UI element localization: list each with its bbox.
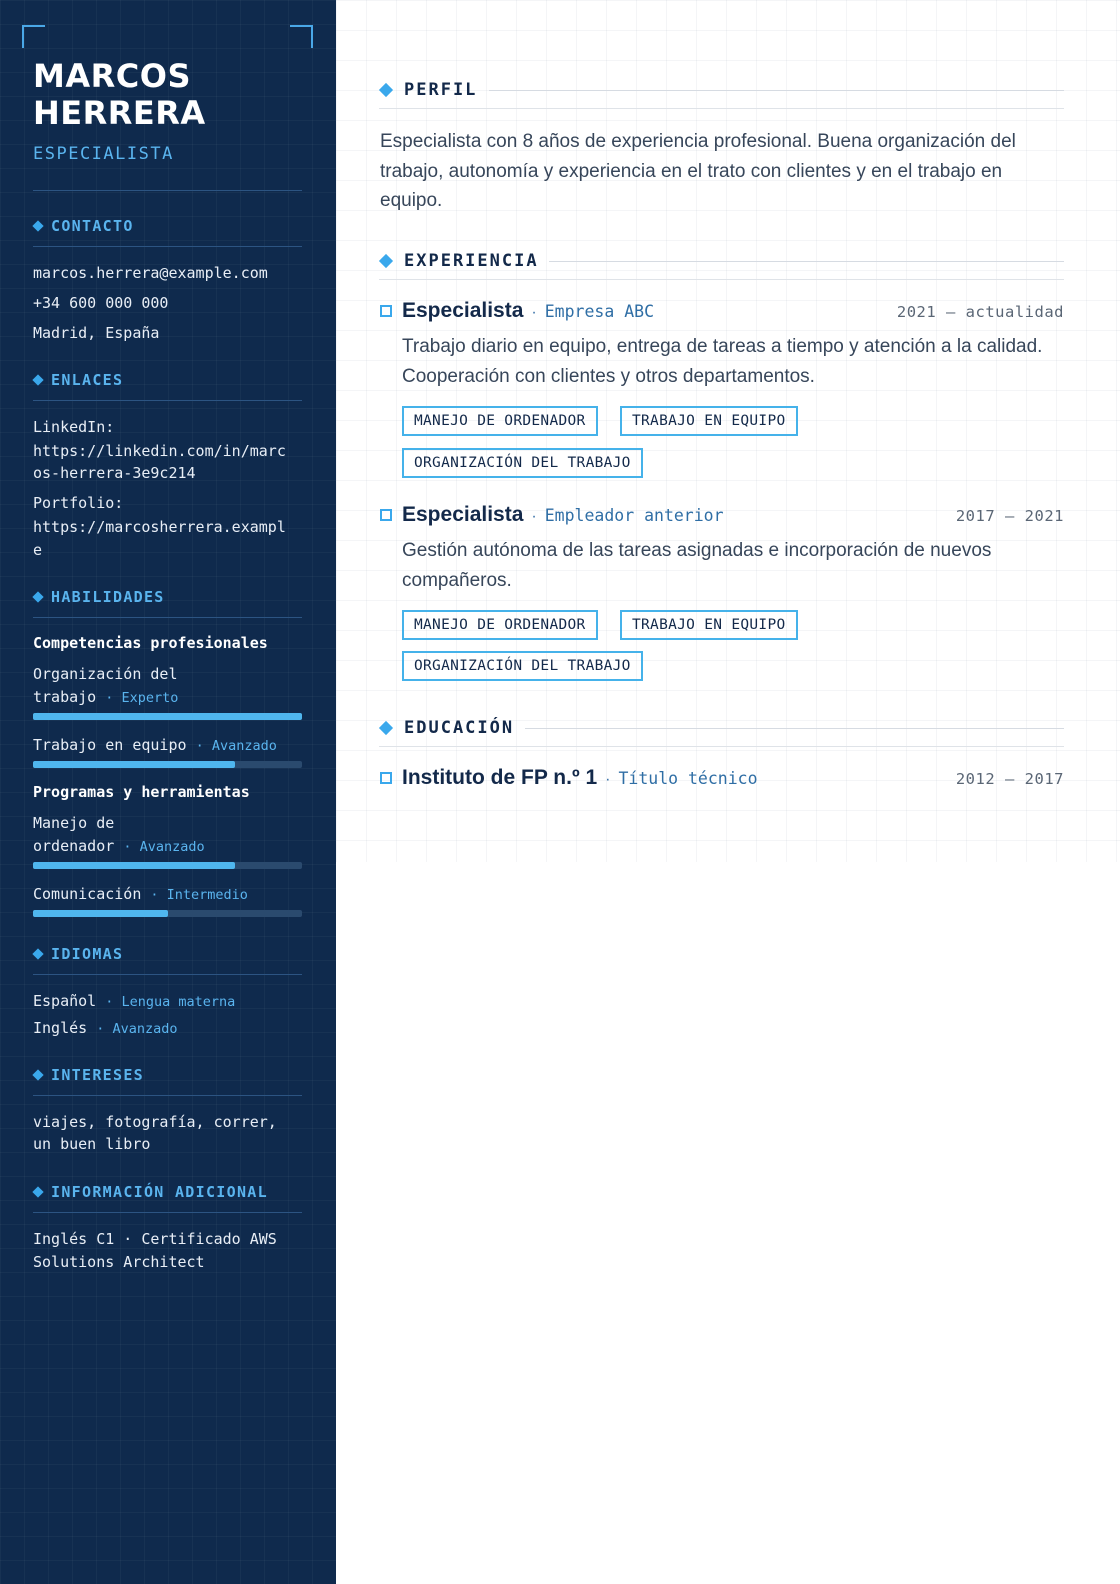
skill-level: · Avanzado	[123, 839, 205, 855]
section-heading-skills	[33, 588, 165, 606]
skill-name	[33, 883, 303, 907]
education-school: Instituto de FP n.º 1	[402, 766, 598, 789]
skill-name: Organización del	[33, 665, 178, 683]
skill-bar-fill	[33, 910, 168, 917]
link-linkedin-url-cont[interactable]: os-herrera-3e9c214	[33, 464, 196, 482]
divider	[33, 974, 302, 975]
language-level: · Avanzado	[96, 1021, 178, 1037]
section-heading-label: INFORMACIÓN ADICIONAL	[51, 1183, 268, 1201]
skill-name-text: Trabajo en equipo	[33, 736, 187, 754]
skill-name-text: ordenador	[33, 837, 115, 855]
section-rule	[379, 279, 1064, 280]
skill-bar	[33, 713, 302, 720]
section-heading-education	[379, 718, 514, 738]
section-heading-contact	[33, 217, 134, 235]
skill-bar-fill	[33, 713, 302, 720]
link-portfolio-url-cont[interactable]: e	[33, 541, 43, 559]
skill-bar-fill	[33, 862, 235, 869]
contact-location: Madrid, España	[33, 324, 160, 342]
skill-bar	[33, 761, 302, 768]
additional-line: Solutions Architect	[33, 1253, 205, 1271]
divider	[33, 246, 302, 247]
job-company: Empresa ABC	[544, 302, 655, 321]
contact-email[interactable]: marcos.herrera@example.com	[33, 264, 268, 282]
skill-tag: MANEJO DE ORDENADOR	[402, 406, 598, 436]
skill-name-text: trabajo	[33, 688, 97, 706]
job-dates: 2017 — 2021	[955, 507, 1064, 525]
skill-bar	[33, 910, 302, 917]
link-portfolio-url[interactable]: https://marcosherrera.exampl	[33, 518, 286, 536]
divider	[33, 617, 302, 618]
diamond-icon	[32, 591, 43, 602]
checkbox-square-icon	[380, 772, 392, 784]
section-heading-interests	[33, 1066, 144, 1084]
skill-group-title: Programas y herramientas	[33, 783, 250, 801]
education-header	[380, 766, 758, 790]
education-dates: 2012 — 2017	[955, 770, 1064, 788]
diamond-icon	[32, 220, 43, 231]
section-heading-label: CONTACTO	[51, 217, 134, 235]
language-name: Español	[33, 992, 97, 1010]
section-heading-additional	[33, 1183, 268, 1201]
section-heading-profile	[379, 80, 477, 100]
section-heading-experience	[379, 251, 539, 271]
candidate-name: MARCOS HERRERA	[33, 57, 206, 132]
job-header	[380, 503, 724, 527]
diamond-icon	[32, 1069, 43, 1080]
diamond-icon	[32, 374, 43, 385]
job-title: Especialista	[402, 299, 524, 322]
job-header	[380, 299, 654, 323]
skill-name: Manejo de	[33, 814, 115, 832]
diamond-icon	[379, 721, 393, 735]
language-name: Inglés	[33, 1019, 88, 1037]
language-item	[33, 990, 303, 1014]
diamond-icon	[379, 254, 393, 268]
diamond-icon	[32, 1186, 43, 1197]
interests-line: un buen libro	[33, 1135, 151, 1153]
section-heading-label: ENLACES	[51, 371, 124, 389]
skill-bar	[33, 862, 302, 869]
skill-tag: ORGANIZACIÓN DEL TRABAJO	[402, 651, 643, 681]
skill-tag: TRABAJO EN EQUIPO	[620, 406, 798, 436]
section-heading-languages	[33, 945, 123, 963]
diamond-icon	[32, 948, 43, 959]
additional-line: Inglés C1 · Certificado AWS	[33, 1230, 277, 1248]
corner-bracket-left	[22, 25, 45, 48]
heading-line	[525, 728, 1064, 729]
skill-name-text: Comunicación	[33, 885, 142, 903]
section-rule	[379, 108, 1064, 109]
skill-tag: MANEJO DE ORDENADOR	[402, 610, 598, 640]
divider	[33, 190, 302, 191]
skill-level: · Intermedio	[150, 887, 248, 903]
job-description: Gestión autónoma de las tareas asignadas e incorporación de nuevos compañeros.	[402, 540, 992, 591]
job-company: Empleador anterior	[544, 506, 724, 525]
section-heading-label: EDUCACIÓN	[404, 718, 515, 738]
section-heading-label: INTERESES	[51, 1066, 144, 1084]
section-heading-label: IDIOMAS	[51, 945, 124, 963]
separator-dot: ·	[605, 771, 611, 788]
checkbox-square-icon	[380, 509, 392, 521]
job-dates: 2021 — actualidad	[896, 303, 1064, 321]
skill-level: · Avanzado	[195, 738, 277, 754]
language-level: · Lengua materna	[105, 994, 236, 1010]
section-heading-label: HABILIDADES	[51, 588, 165, 606]
link-portfolio-label: Portfolio:	[33, 494, 124, 512]
sidebar	[0, 0, 336, 1584]
link-linkedin-label: LinkedIn:	[33, 418, 115, 436]
interests-line: viajes, fotografía, correr,	[33, 1113, 277, 1131]
skill-tag: TRABAJO EN EQUIPO	[620, 610, 798, 640]
education-degree: Título técnico	[618, 769, 758, 788]
skill-name-cont	[33, 835, 303, 859]
language-item	[33, 1017, 303, 1041]
profile-summary: Especialista con 8 años de experiencia profesional. Buena organización del trabajo, autonomía y experiencia en el trato con clientes y en el trabajo en equipo.	[380, 131, 1016, 211]
heading-line	[489, 90, 1064, 91]
skill-bar-fill	[33, 761, 235, 768]
skill-name	[33, 734, 303, 758]
skill-group-title: Competencias profesionales	[33, 634, 268, 652]
candidate-role: ESPECIALISTA	[33, 144, 174, 164]
skill-level: · Experto	[105, 690, 179, 706]
job-description: Trabajo diario en equipo, entrega de tareas a tiempo y atención a la calidad. Cooperación con clientes y otros departamentos.	[402, 336, 1043, 387]
skill-name-cont	[33, 686, 303, 710]
separator-dot: ·	[531, 304, 537, 321]
job-title: Especialista	[402, 503, 524, 526]
heading-line	[549, 261, 1064, 262]
section-rule	[379, 746, 1064, 747]
divider	[33, 1095, 302, 1096]
section-heading-links	[33, 371, 123, 389]
section-heading-label: PERFIL	[404, 80, 478, 100]
divider	[33, 1212, 302, 1213]
skill-tag: ORGANIZACIÓN DEL TRABAJO	[402, 448, 643, 478]
corner-bracket-right	[290, 25, 313, 48]
checkbox-square-icon	[380, 305, 392, 317]
section-heading-label: EXPERIENCIA	[404, 251, 539, 271]
separator-dot: ·	[531, 508, 537, 525]
divider	[33, 400, 302, 401]
contact-phone[interactable]: +34 600 000 000	[33, 294, 169, 312]
link-linkedin-url[interactable]: https://linkedin.com/in/marc	[33, 442, 286, 460]
diamond-icon	[379, 83, 393, 97]
